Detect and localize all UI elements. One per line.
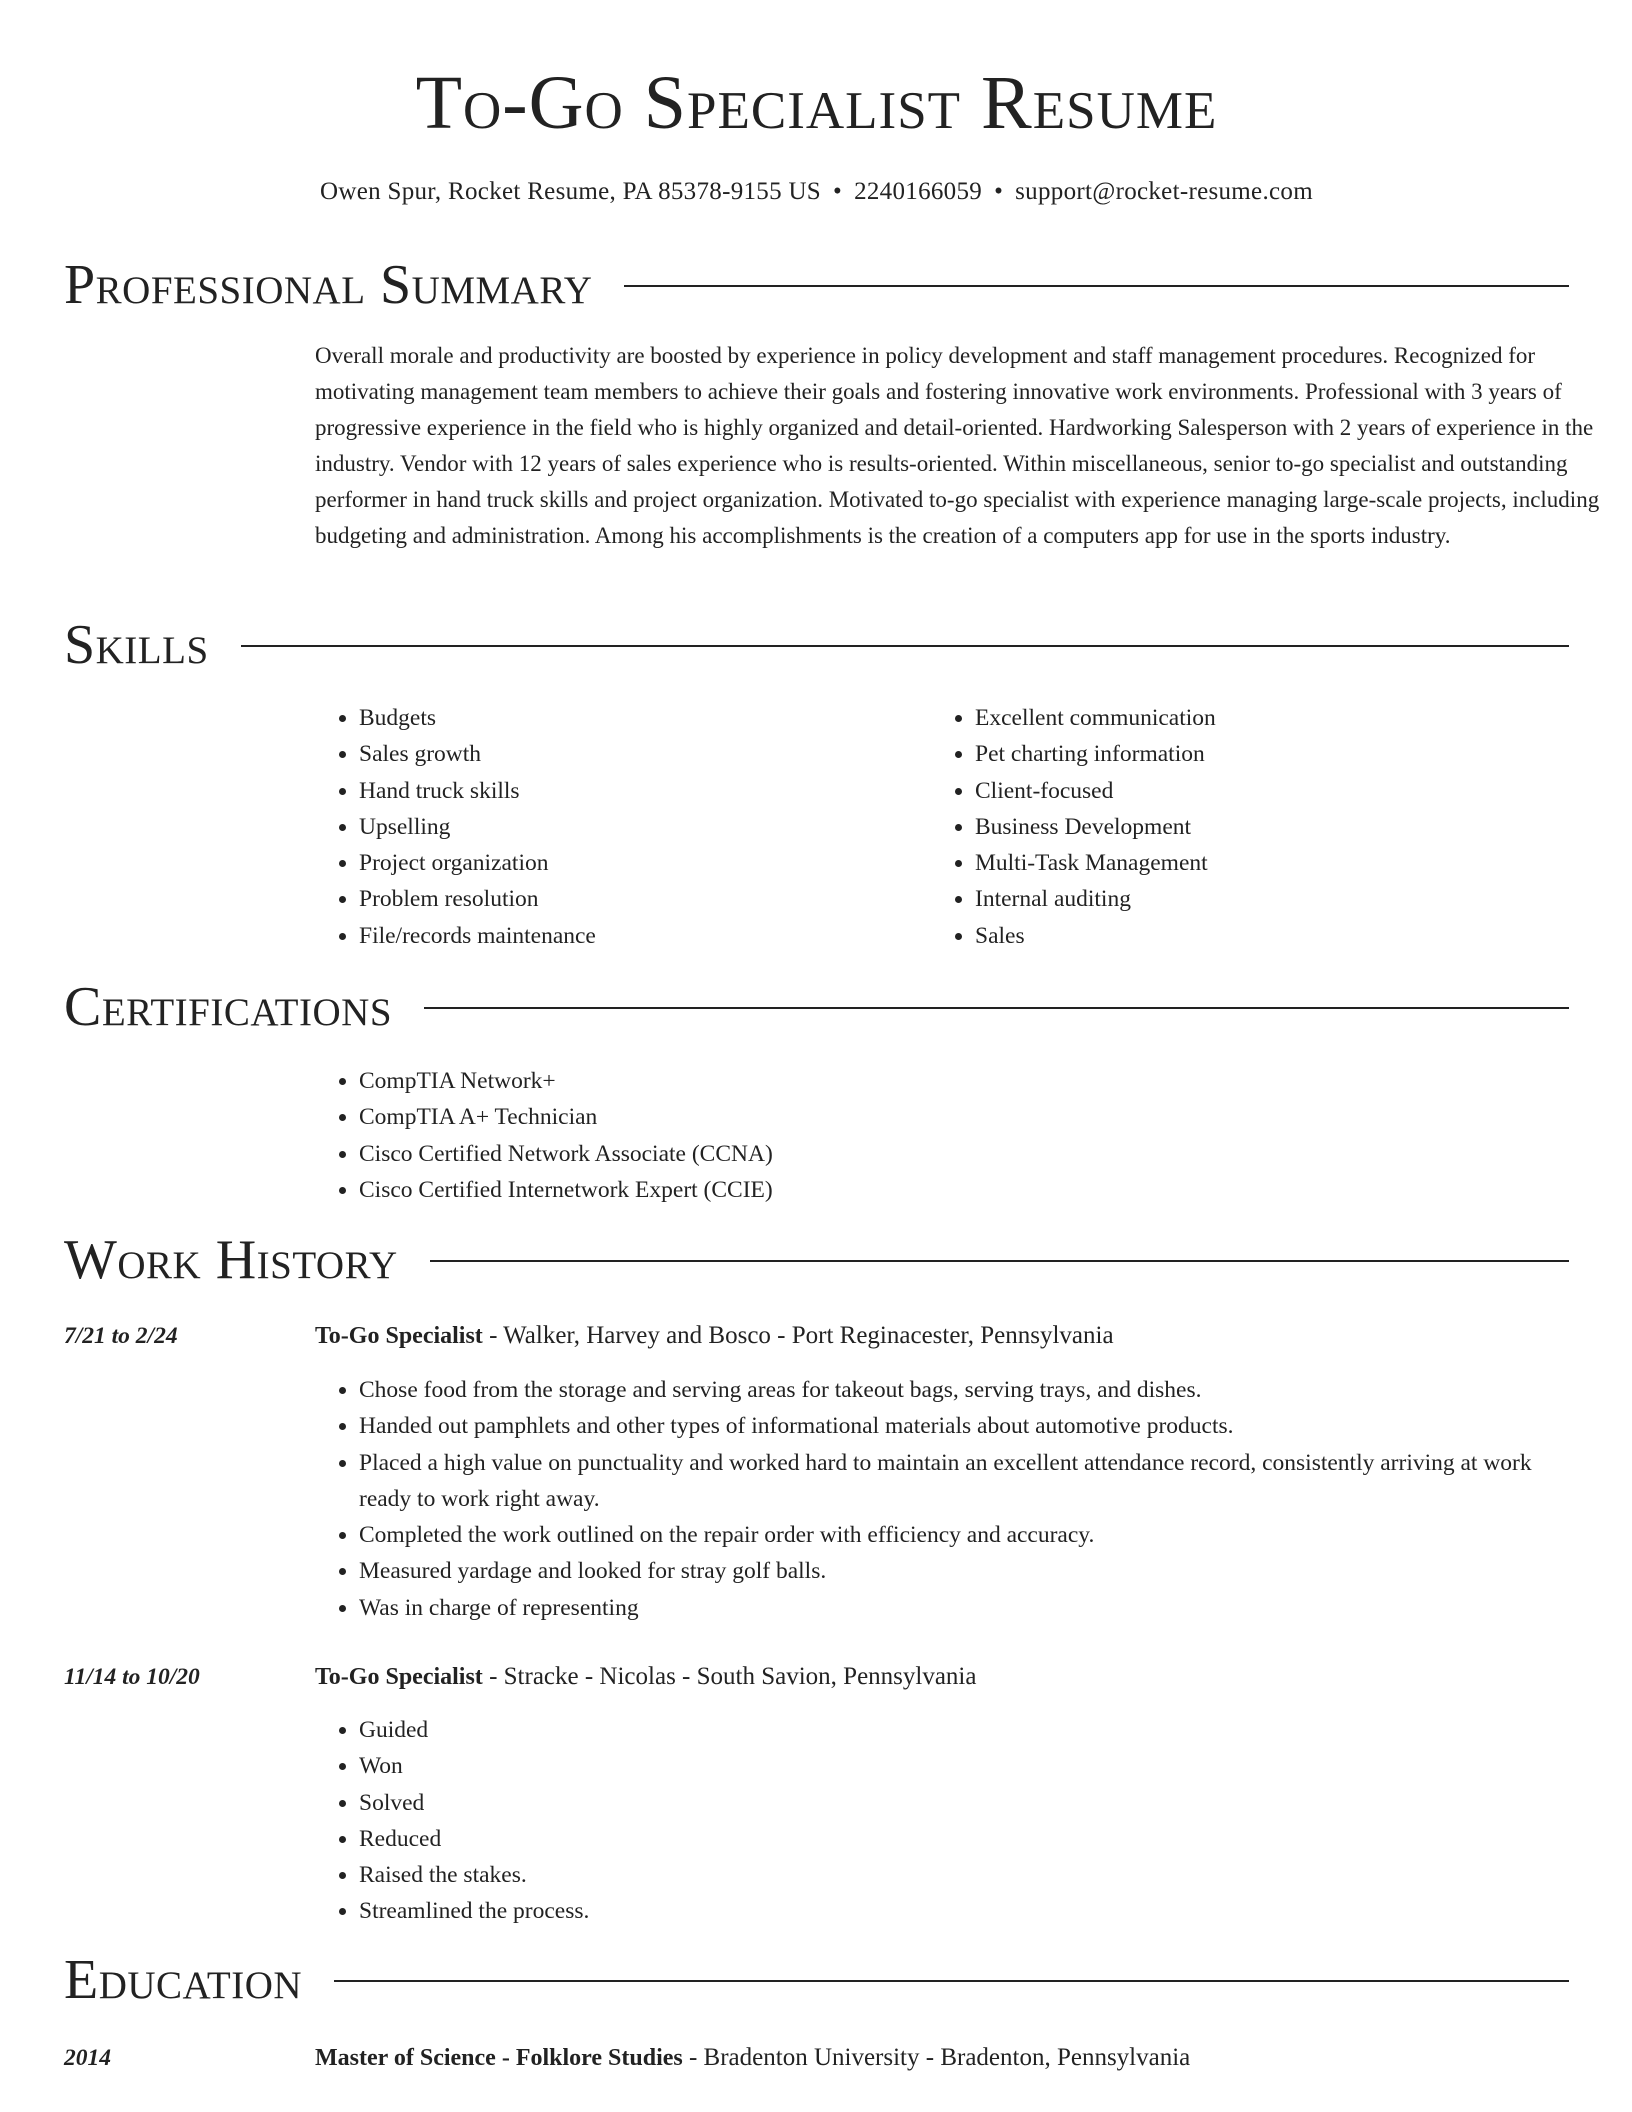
skill-item: • Hand truck skills xyxy=(359,773,915,809)
section-divider xyxy=(624,285,1569,287)
certification-item: • Cisco Certified Internetwork Expert (CCIE) xyxy=(359,1172,1515,1208)
skill-item: • Upselling xyxy=(359,809,915,845)
certification-item: • CompTIA Network+ xyxy=(359,1063,1515,1099)
job-employer-details: - Stracke - Nicolas - South Savion, Pennsylvania xyxy=(482,1663,977,1690)
summary-section-heading xyxy=(64,250,1569,320)
job-duty-item: • Handed out pamphlets and other types of informational materials about automotive products. xyxy=(359,1408,1565,1444)
job-duties-list xyxy=(315,1712,1565,1930)
job-duty-item: • Chose food from the storage and serving areas for takeout bags, serving trays, and dishes. xyxy=(359,1372,1565,1408)
certifications-list xyxy=(315,1063,1515,1208)
job-role: To-Go Specialist xyxy=(315,1323,483,1349)
section-divider xyxy=(424,1007,1569,1009)
skill-item: • Problem resolution xyxy=(359,881,915,917)
contact-separator: • xyxy=(833,178,843,205)
skill-item: • Sales xyxy=(975,918,1531,954)
work-history-section-heading xyxy=(64,1225,1569,1295)
job-duty-item: • Guided xyxy=(359,1712,1565,1748)
job-duty-item: • Was in charge of representing xyxy=(359,1590,1565,1626)
education-year: 2014 xyxy=(64,2045,111,2071)
job-duty-item: • Won xyxy=(359,1748,1565,1784)
certifications-section-heading xyxy=(64,972,1569,1042)
certification-item: • Cisco Certified Network Associate (CCNA) xyxy=(359,1136,1515,1172)
skills-heading: Skills xyxy=(64,614,209,676)
skill-item: • Client-focused xyxy=(975,773,1531,809)
job-duty-item: • Reduced xyxy=(359,1821,1565,1857)
job-employer-details: - Walker, Harvey and Bosco - Port Reginacester, Pennsylvania xyxy=(482,1322,1114,1349)
section-divider xyxy=(241,645,1569,647)
job-role: To-Go Specialist xyxy=(315,1664,483,1690)
job-duty-item: • Completed the work outlined on the repair order with efficiency and accuracy. xyxy=(359,1517,1565,1553)
job-duty-item: • Placed a high value on punctuality and worked hard to maintain an excellent attendance record, consistently arriving at work ready to work right away. xyxy=(359,1445,1565,1518)
education-school-details: - Bradenton University - Bradenton, Pennsylvania xyxy=(682,2044,1191,2071)
education-line xyxy=(315,2040,1565,2076)
education-degree: Master of Science - Folklore Studies xyxy=(315,2045,683,2071)
skill-item: • Pet charting information xyxy=(975,736,1531,772)
contact-email: support@rocket-resume.com xyxy=(1015,178,1313,205)
summary-heading: Professional Summary xyxy=(64,254,593,316)
skill-item: • Excellent communication xyxy=(975,700,1531,736)
skills-right-column xyxy=(931,700,1531,954)
education-section-heading xyxy=(64,1945,1569,2015)
skill-item: • File/records maintenance xyxy=(359,918,915,954)
section-divider xyxy=(430,1260,1569,1262)
certification-item: • CompTIA A+ Technician xyxy=(359,1099,1515,1135)
job-duties-list xyxy=(315,1372,1565,1626)
skill-item: • Business Development xyxy=(975,809,1531,845)
job-title-line xyxy=(315,1318,1565,1354)
certifications-heading: Certifications xyxy=(64,976,393,1038)
contact-phone: 2240166059 xyxy=(854,178,983,205)
summary-text: Overall morale and productivity are boosted by experience in policy development and staff management procedures. Recognized for motivating management team members to achieve their goals and fostering innovative work environments. Professional with 3 years of progressive experience in the field who is highly organized and detail-oriented. Hardworking Salesperson with 2 years of experience in the industry. Vendor with 12 years of sales experience who is results-oriented. Within miscellaneous, senior to-go specialist and outstanding performer in hand truck skills and project organization. Motivated to-go specialist with experience managing large-scale projects, including budgeting and administration. Among his accomplishments is the creation of a computers app for use in the sports industry. xyxy=(315,343,1600,548)
job-duty-item: • Raised the stakes. xyxy=(359,1857,1565,1893)
work-history-heading: Work History xyxy=(64,1229,398,1291)
skills-left-column xyxy=(315,700,915,954)
education-heading: Education xyxy=(64,1949,303,2011)
job-duty-item: • Measured yardage and looked for stray golf balls. xyxy=(359,1553,1565,1589)
skills-section-heading xyxy=(64,610,1569,680)
job-duty-item: • Solved xyxy=(359,1785,1565,1821)
job-title-line xyxy=(315,1659,1565,1695)
job-duty-item: • Streamlined the process. xyxy=(359,1893,1565,1929)
job-dates: 11/14 to 10/20 xyxy=(64,1664,200,1690)
contact-line xyxy=(64,174,1569,210)
skill-item: • Sales growth xyxy=(359,736,915,772)
skill-item: • Project organization xyxy=(359,845,915,881)
job-dates: 7/21 to 2/24 xyxy=(64,1323,178,1349)
resume-title: To-Go Specialist Resume xyxy=(415,61,1218,145)
contact-address: Owen Spur, Rocket Resume, PA 85378-9155 US xyxy=(320,178,822,205)
contact-separator: • xyxy=(994,178,1004,205)
skill-item: • Multi-Task Management xyxy=(975,845,1531,881)
skill-item: • Internal auditing xyxy=(975,881,1531,917)
skill-item: • Budgets xyxy=(359,700,915,736)
section-divider xyxy=(334,1980,1569,1982)
